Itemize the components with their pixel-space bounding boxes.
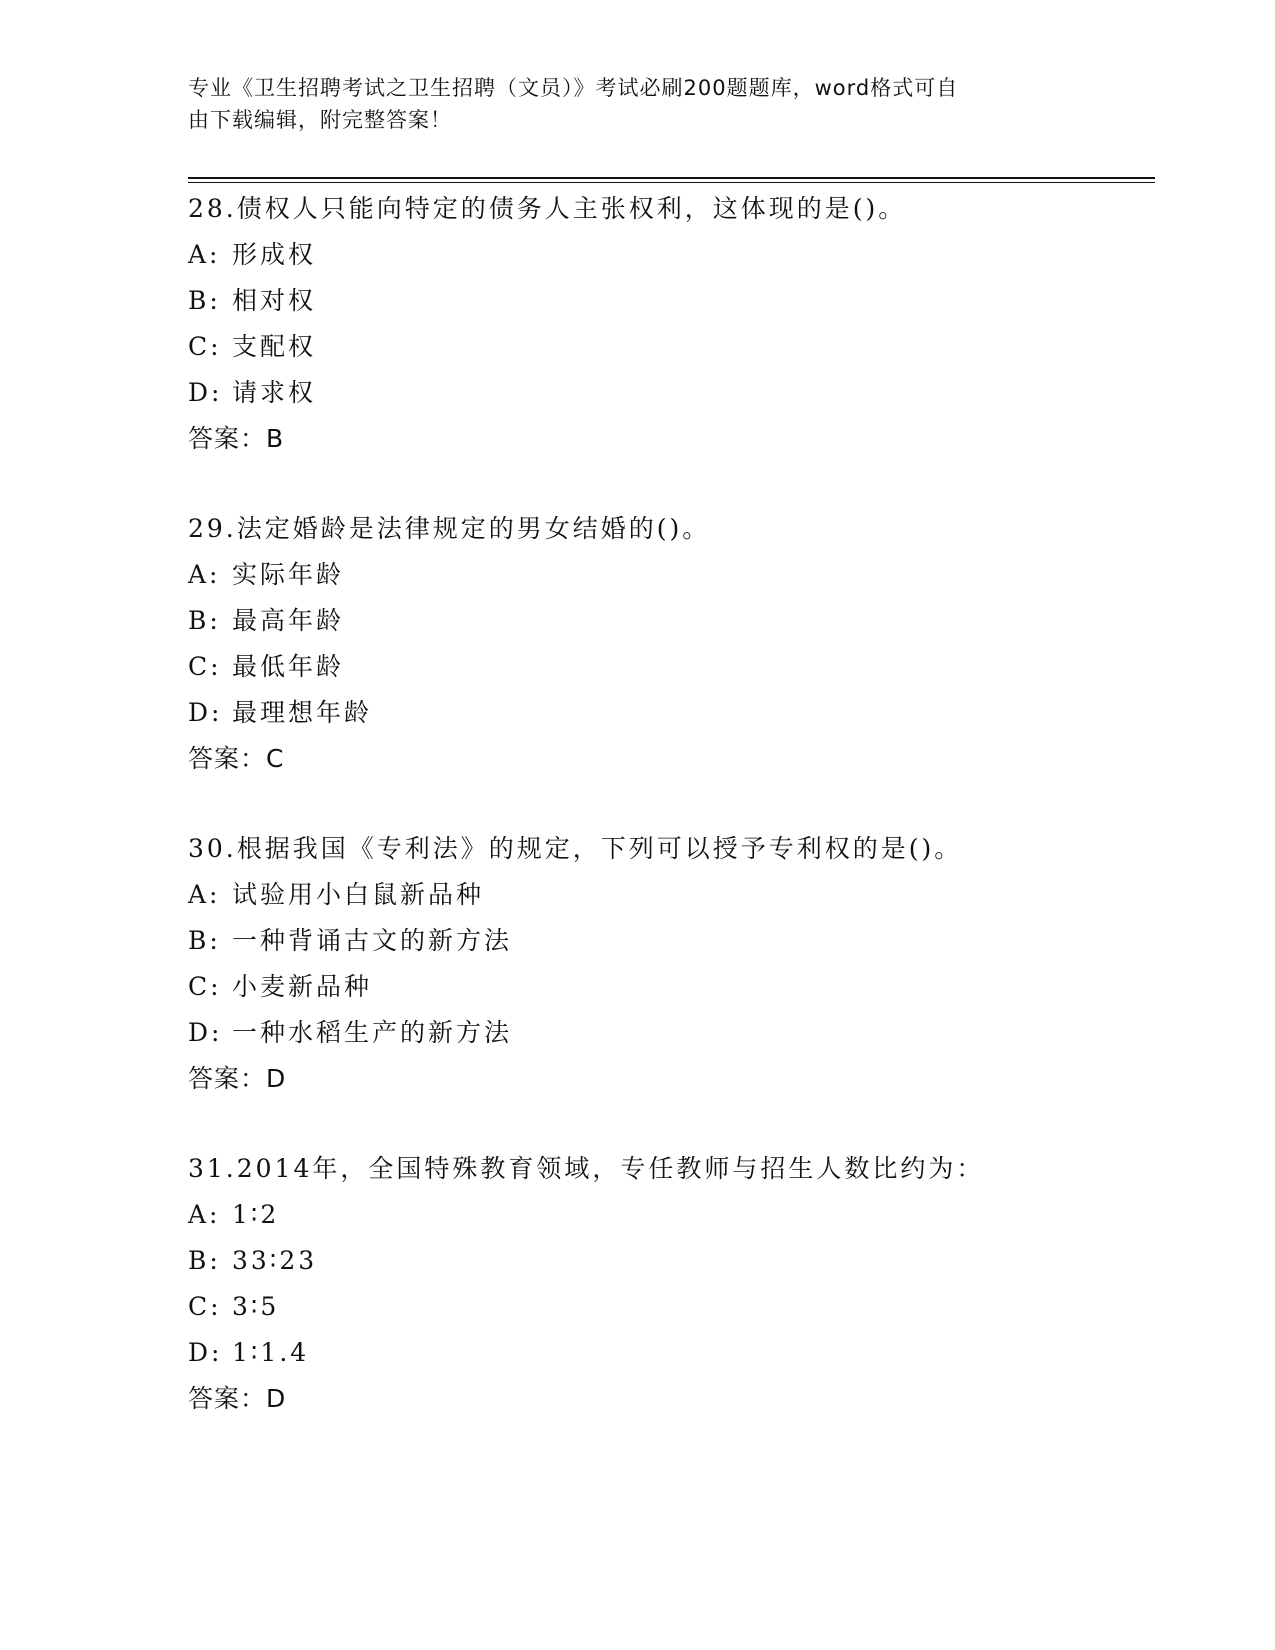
option-text: 一种水稻生产的新方法 [232,1018,513,1047]
option-b [188,278,1148,324]
answer-line: 答案：D [188,1064,287,1093]
option-letter: D: [188,378,223,407]
option-text: 3∶5 [232,1292,280,1321]
option-a [188,552,1148,598]
question-stem: 28.债权人只能向特定的债务人主张权利，这体现的是()。 [188,194,907,223]
option-letter: B: [188,926,221,955]
option-letter: D: [188,698,223,727]
question-stem: 30.根据我国《专利法》的规定，下列可以授予专利权的是()。 [188,834,963,863]
question-block [188,506,1148,782]
option-a [188,872,1148,918]
header-divider-thick [188,177,1155,179]
option-text: 一种背诵古文的新方法 [232,926,513,955]
option-text: 支配权 [232,332,317,361]
option-letter: B: [188,286,221,315]
option-letter: C: [188,1292,222,1321]
header-divider-thin [188,182,1155,183]
option-c [188,644,1148,690]
option-text: 1∶2 [232,1200,280,1229]
option-text: 最理想年龄 [232,698,373,727]
option-text: 1∶1.4 [232,1338,310,1367]
option-d [188,690,1148,736]
option-c [188,964,1148,1010]
option-text: 最高年龄 [232,606,345,635]
option-letter: B: [188,606,221,635]
option-a [188,1192,1148,1238]
option-text: 形成权 [232,240,317,269]
option-text: 试验用小白鼠新品种 [232,880,485,909]
option-text: 实际年龄 [232,560,345,589]
answer-line: 答案：B [188,424,285,453]
question-stem: 29.法定婚龄是法律规定的男女结婚的()。 [188,514,711,543]
option-d [188,1330,1148,1376]
option-letter: C: [188,972,222,1001]
option-b [188,918,1148,964]
option-letter: A: [188,1200,221,1229]
option-letter: C: [188,652,222,681]
document-header [188,72,1068,136]
question-stem: 31.2014年，全国特殊教育领域，专任教师与招生人数比约为： [188,1154,985,1183]
question-block [188,186,1148,462]
option-letter: C: [188,332,222,361]
option-letter: D: [188,1018,223,1047]
header-line-1: 专业《卫生招聘考试之卫生招聘（文员）》考试必刷200题题库，word格式可自 [188,76,959,100]
option-text: 最低年龄 [232,652,345,681]
option-text: 相对权 [232,286,317,315]
option-c [188,324,1148,370]
option-text: 请求权 [232,378,317,407]
option-letter: D: [188,1338,223,1367]
option-text: 小麦新品种 [232,972,373,1001]
option-d [188,370,1148,416]
option-text: 33∶23 [232,1246,318,1275]
option-d [188,1010,1148,1056]
option-c [188,1284,1148,1330]
answer-line: 答案：C [188,744,285,773]
option-letter: A: [188,240,221,269]
question-block [188,826,1148,1102]
option-letter: A: [188,880,221,909]
option-a [188,232,1148,278]
answer-line: 答案：D [188,1384,287,1413]
option-b [188,598,1148,644]
header-line-2: 由下载编辑，附完整答案！ [188,108,452,132]
question-block [188,1146,1148,1422]
option-letter: A: [188,560,221,589]
option-b [188,1238,1148,1284]
option-letter: B: [188,1246,221,1275]
